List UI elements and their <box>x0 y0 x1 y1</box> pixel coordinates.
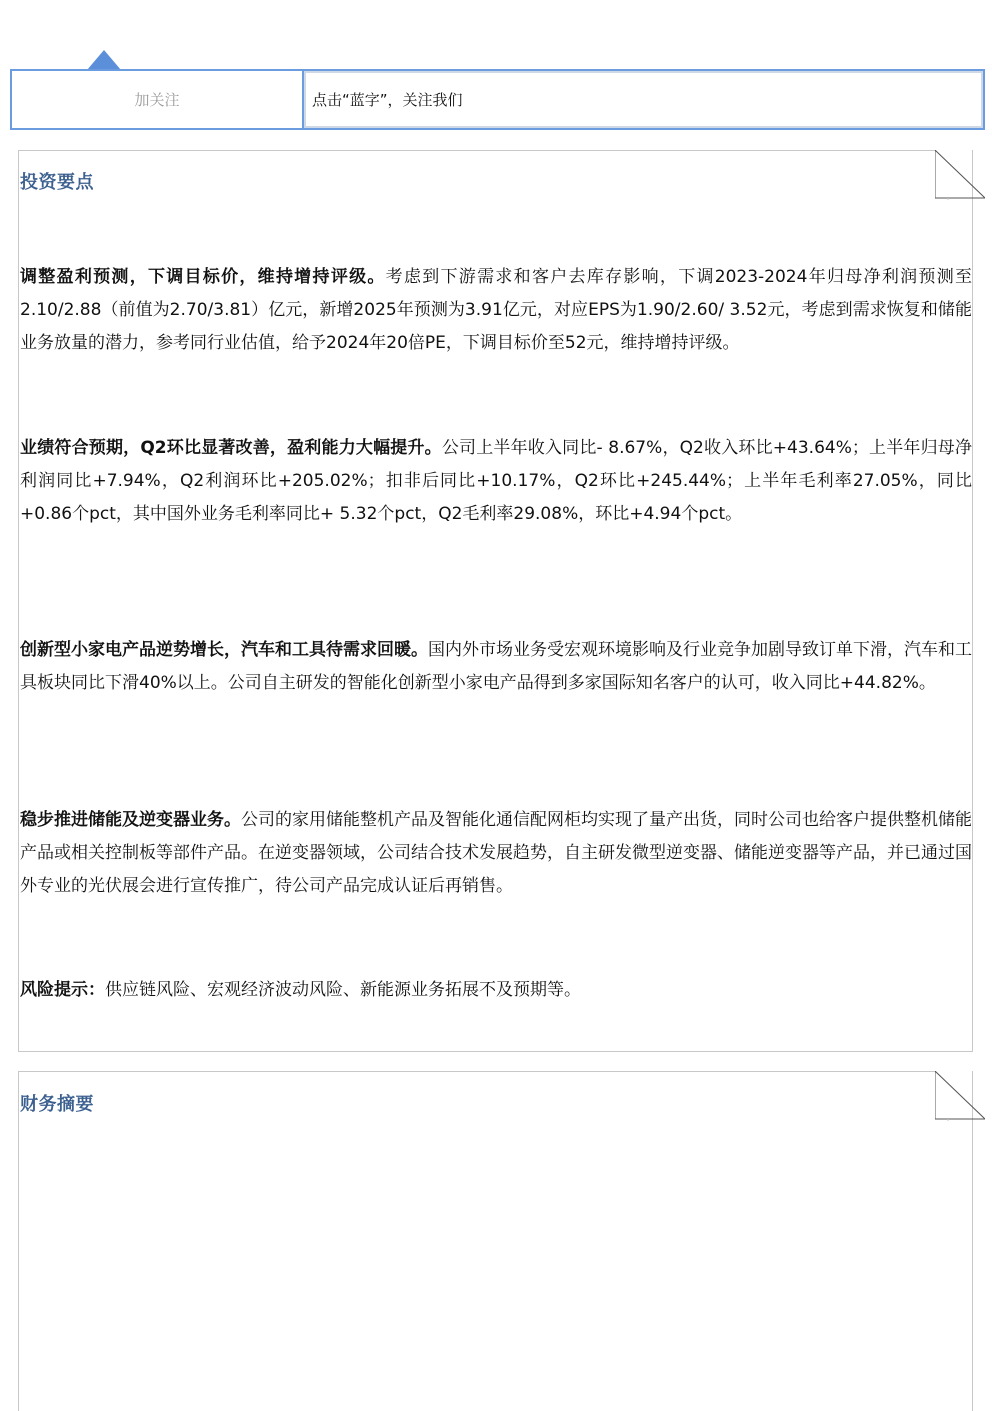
risk-warning-body: 供应链风险、宏观经济波动风险、新能源业务拓展不及预期等。 <box>105 980 581 1000</box>
financial-summary-section <box>18 1071 973 1411</box>
folded-corner-icon <box>935 1071 985 1121</box>
risk-warning <box>20 974 972 1007</box>
investment-point-body: 国内外市场业务受宏观环境影响及行业竞争加剧导致订单下滑，汽车和工具板块同比下滑40%以上。公司自主研发的智能化创新型小家电产品得到多家国际知名客户的认可，收入同比+44.82%。 <box>20 640 972 693</box>
section-title-investment: 投资要点 <box>20 172 94 193</box>
section-title-finance: 财务摘要 <box>20 1094 94 1115</box>
investment-point-heading: 业绩符合预期，Q2环比显著改善，盈利能力大幅提升。 <box>20 438 442 458</box>
section-top-border <box>18 150 936 151</box>
investment-point-body: 考虑到下游需求和客户去库存影响，下调2023-2024年归母净利润预测至2.10/2.88（前值为2.70/3.81）亿元，新增2025年预测为3.91亿元，对应EPS为1.90/2.60/ 3.52元，考虑到需求恢复和储能业务放量的潜力，参考同行业估值，给予2024年20倍PE，下调目标价至52元，维持增持评级。 <box>20 267 972 353</box>
investment-point <box>20 634 972 700</box>
investment-point-body: 公司的家用储能整机产品及智能化通信配网柜均实现了量产出货，同时公司也给客户提供整机储能产品或相关控制板等部件产品。在逆变器领域，公司结合技术发展趋势，自主研发微型逆变器、储能逆变器等产品，并已通过国外专业的光伏展会进行宣传推广，待公司产品完成认证后再销售。 <box>20 810 972 896</box>
investment-point-heading: 创新型小家电产品逆势增长，汽车和工具待需求回暖。 <box>20 640 428 660</box>
follow-bar <box>10 69 985 130</box>
follow-pointer-icon <box>87 50 121 70</box>
investment-point <box>20 261 972 360</box>
risk-warning-heading: 风险提示： <box>20 980 105 1000</box>
investment-point-heading: 稳步推进储能及逆变器业务。 <box>20 810 241 830</box>
follow-prompt: 点击“蓝字”，关注我们 <box>304 71 983 128</box>
folded-corner-icon <box>935 150 985 200</box>
follow-button[interactable]: 加关注 <box>12 71 304 128</box>
investment-point <box>20 432 972 531</box>
investment-point <box>20 804 972 903</box>
section-top-border <box>18 1071 936 1072</box>
investment-point-heading: 调整盈利预测，下调目标价，维持增持评级。 <box>20 267 386 287</box>
investment-point-body: 公司上半年收入同比- 8.67%，Q2收入环比+43.64%；上半年归母净利润同比+7.94%，Q2利润环比+205.02%；扣非后同比+10.17%，Q2环比+245.44%；上半年毛利率27.05%，同比+0.86个pct，其中国外业务毛利率同比+ 5.32个pct，Q2毛利率29.08%，环比+4.94个pct。 <box>20 438 972 524</box>
investment-highlights-section <box>18 150 973 1052</box>
